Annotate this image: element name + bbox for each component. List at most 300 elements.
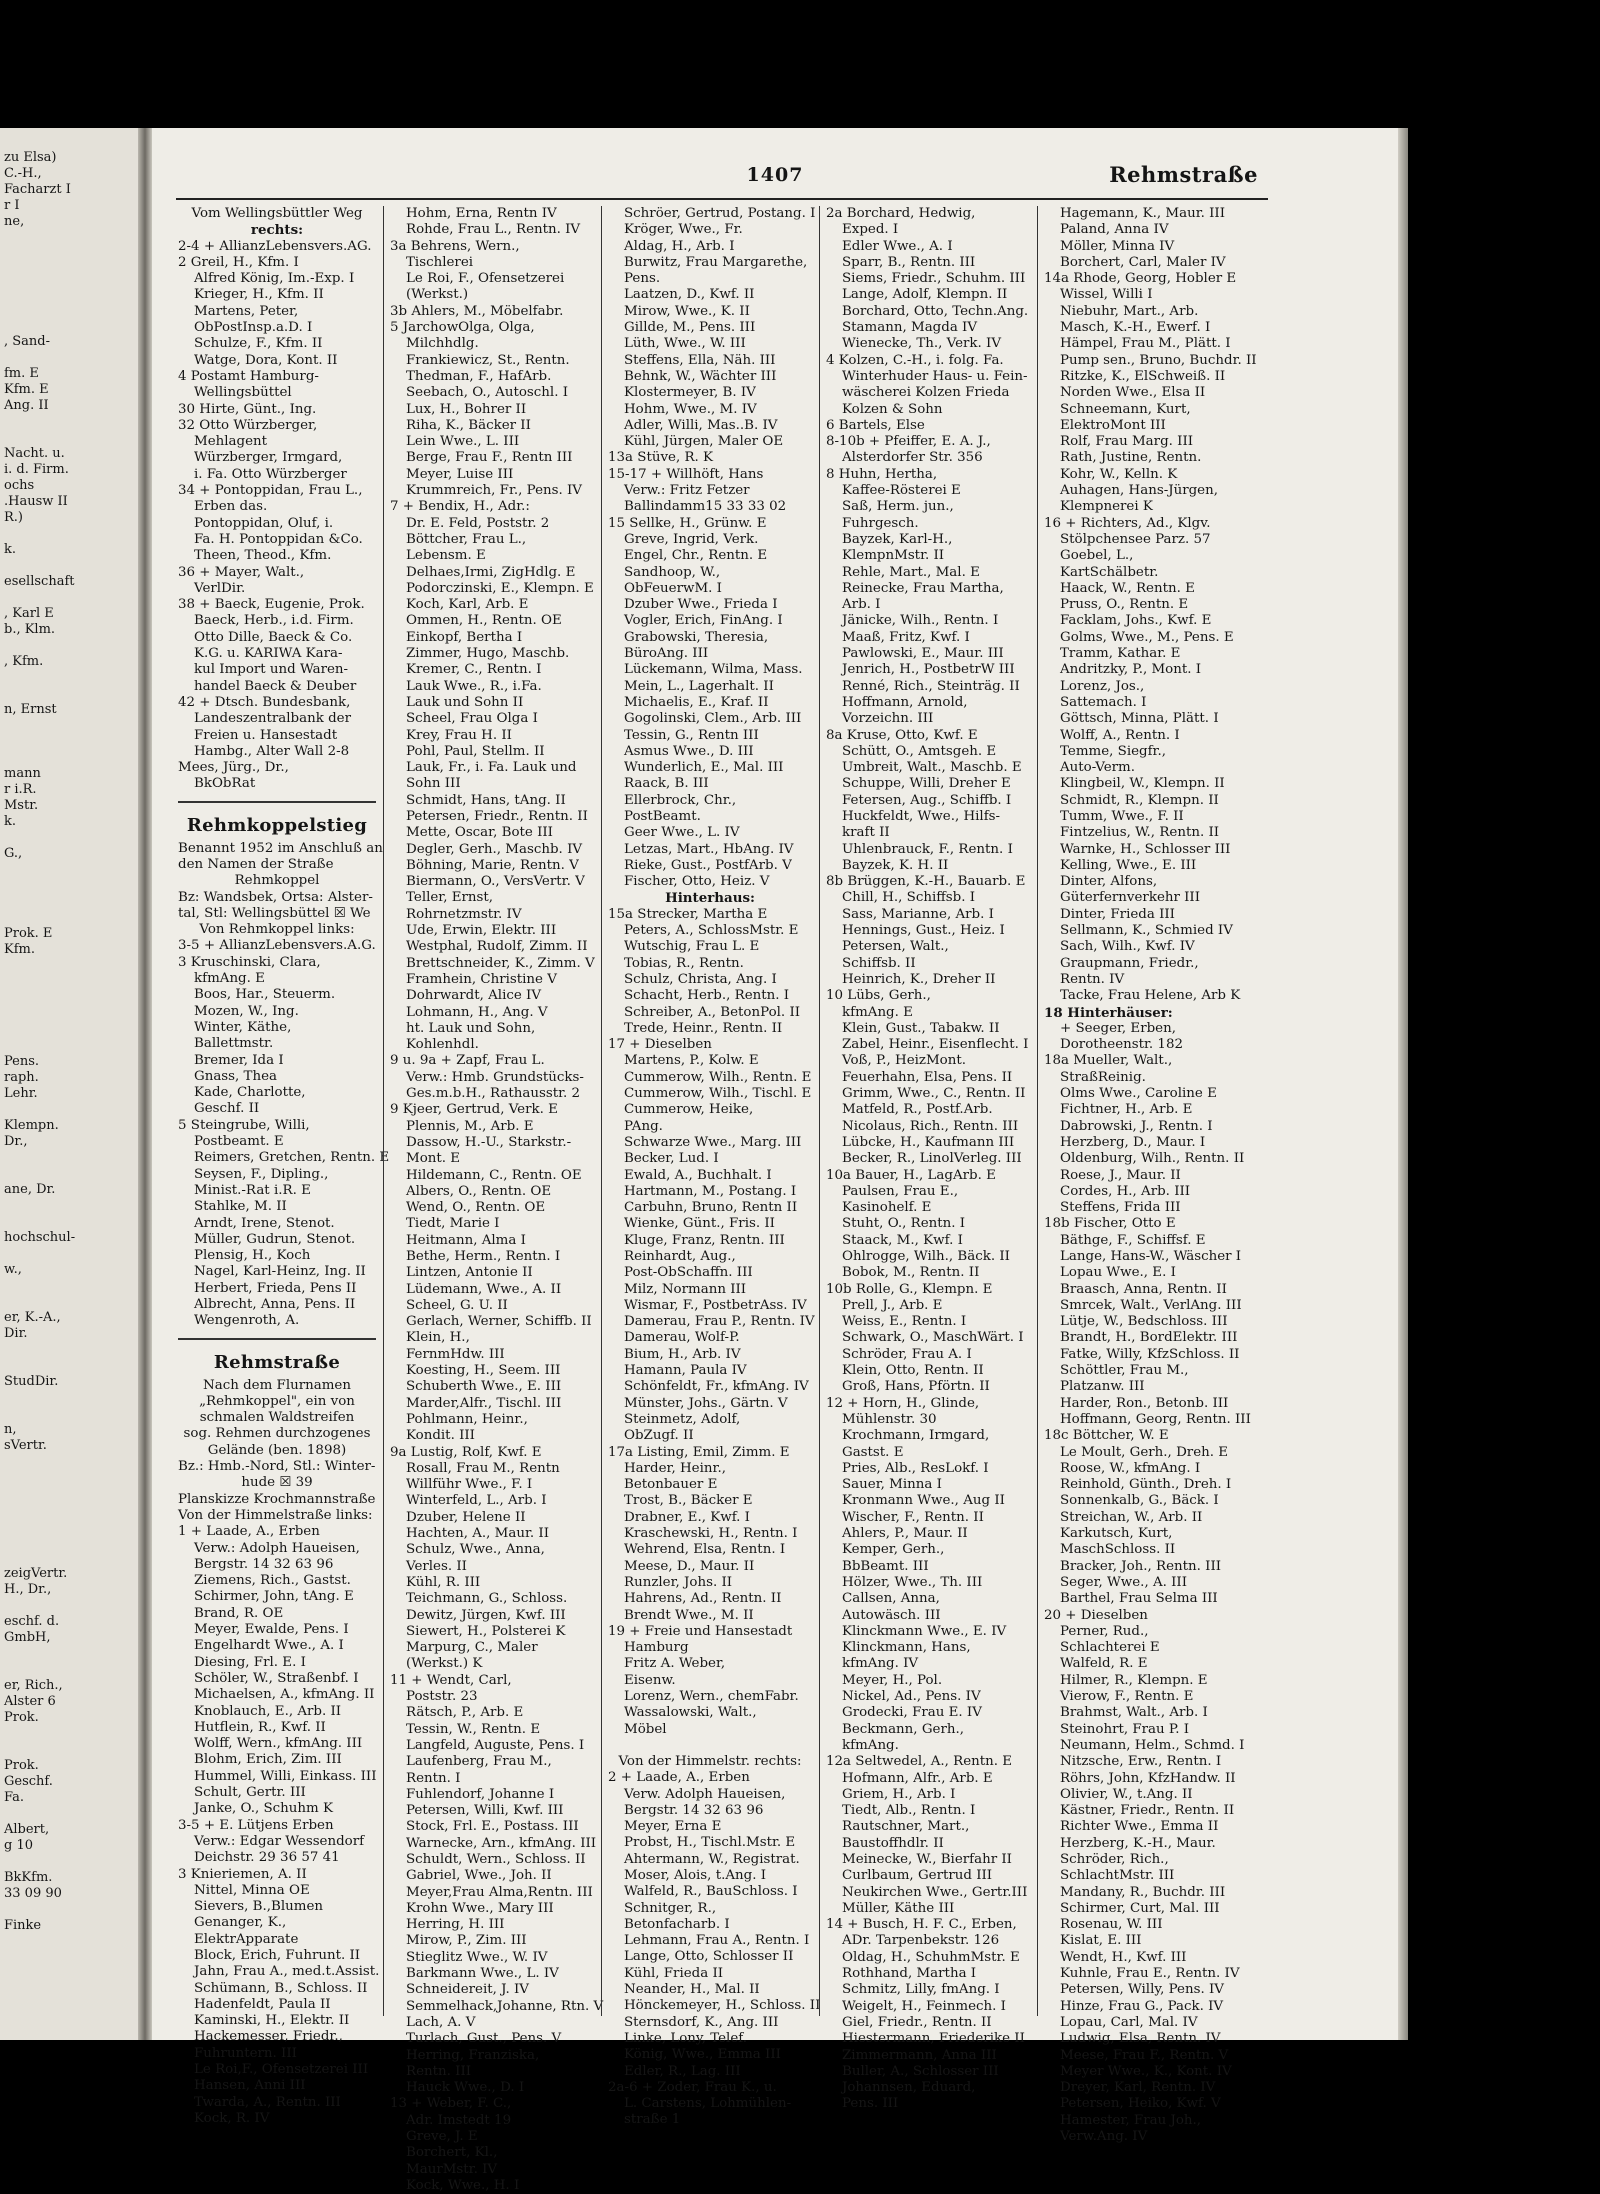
street-heading: Rehmstraße bbox=[213, 1351, 341, 1373]
directory-entry: Landeszentralbank der bbox=[194, 711, 351, 727]
directory-entry: Stieglitz Wwe., W. IV bbox=[406, 1949, 548, 1965]
directory-entry: 30 Hirte, Günt., Ing. bbox=[178, 401, 317, 417]
directory-entry: Hoffmann, Arnold, bbox=[842, 694, 968, 710]
directory-entry: Müller, Gudrun, Stenot. bbox=[194, 1231, 356, 1247]
facing-page-text: Mstr. bbox=[4, 798, 39, 813]
facing-page-text: hochschul- bbox=[4, 1230, 76, 1245]
directory-entry: Grimm, Wwe., C., Rentn. II bbox=[842, 1086, 1026, 1102]
directory-entry: Trede, Heinr., Rentn. II bbox=[624, 1020, 783, 1036]
directory-entry: MaurMstr. IV bbox=[406, 2161, 498, 2177]
directory-entry: Golms, Wwe., M., Pens. E bbox=[1060, 629, 1234, 645]
directory-entry: Wunderlich, E., Mal. III bbox=[624, 760, 784, 776]
directory-entry: Roese, J., Maur. II bbox=[1060, 1167, 1181, 1183]
directory-entry: Genanger, K., bbox=[194, 1915, 287, 1931]
directory-entry: Siems, Friedr., Schuhm. III bbox=[842, 271, 1026, 287]
directory-entry: Kästner, Friedr., Rentn. II bbox=[1060, 1803, 1235, 1819]
directory-entry: Einkopf, Bertha I bbox=[406, 629, 523, 645]
directory-entry: Schuberth Wwe., E. III bbox=[406, 1379, 562, 1395]
directory-entry: 18b Fischer, Otto E bbox=[1044, 1216, 1176, 1232]
directory-entry: Hackemesser, Friedr., bbox=[194, 2029, 343, 2045]
directory-entry: Letzas, Mart., HbAng. IV bbox=[624, 841, 794, 857]
directory-entry: Müller, Käthe III bbox=[842, 1900, 955, 1916]
directory-entry: 32 Otto Würzberger, bbox=[178, 417, 318, 433]
directory-entry: Wienecke, Th., Verk. IV bbox=[842, 336, 1002, 352]
directory-entry: Meyer, Ewalde, Pens. I bbox=[194, 1622, 349, 1638]
directory-entry: Ahtermann, W., Registrat. bbox=[624, 1851, 800, 1867]
directory-entry: Schümann, B., Schloss. II bbox=[194, 1980, 368, 1996]
directory-entry: Michaelis, E., Kraf. II bbox=[624, 694, 769, 710]
directory-entry: Umbreit, Walt., Maschb. E bbox=[842, 760, 1022, 776]
facing-page-text: w., bbox=[4, 1262, 22, 1277]
directory-entry: Rolf, Frau Marg. III bbox=[1060, 434, 1194, 450]
directory-entry: Steffens, Ella, Näh. III bbox=[624, 352, 776, 368]
directory-entry: Lauk, Fr., i. Fa. Lauk und bbox=[406, 760, 577, 776]
directory-entry: 16 + Richters, Ad., Klgv. bbox=[1044, 515, 1211, 531]
directory-entry: PAng. bbox=[624, 1118, 663, 1134]
directory-entry: Sparr, B., Rentn. III bbox=[842, 254, 976, 270]
directory-entry: Andritzky, P., Mont. I bbox=[1060, 662, 1202, 678]
directory-entry: Lückemann, Wilma, Mass. bbox=[624, 662, 803, 678]
directory-entry: 3-5 + AllianzLebensvers.A.G. bbox=[178, 938, 376, 954]
directory-entry: Kondit. III bbox=[406, 1428, 475, 1444]
directory-entry: Sach, Wilh., Kwf. IV bbox=[1060, 939, 1195, 955]
directory-entry: Herzberg, D., Maur. I bbox=[1060, 1134, 1206, 1150]
facing-page-text: esellschaft bbox=[4, 574, 75, 589]
directory-entry: Arndt, Irene, Stenot. bbox=[194, 1215, 335, 1231]
directory-entry: Wolff, Wern., kfmAng. III bbox=[194, 1736, 363, 1752]
directory-entry: Moser, Alois, t.Ang. I bbox=[624, 1867, 766, 1883]
directory-entry: Krey, Frau H. II bbox=[406, 727, 512, 743]
directory-entry: Feuerhahn, Elsa, Pens. II bbox=[842, 1069, 1013, 1085]
facing-page-text: g 10 bbox=[4, 1838, 33, 1853]
facing-page-text: C.-H., bbox=[4, 166, 42, 181]
directory-entry: Burwitz, Frau Margarethe, bbox=[624, 254, 808, 270]
directory-entry: Lüth, Wwe., W. III bbox=[624, 336, 746, 352]
directory-entry: Temme, Siegfr., bbox=[1060, 743, 1166, 759]
section-rule bbox=[178, 801, 376, 809]
facing-page-text: Geschf. bbox=[4, 1774, 53, 1789]
directory-entry: Hohm, Wwe., M. IV bbox=[624, 401, 757, 417]
facing-page-text: StudDir. bbox=[4, 1374, 59, 1389]
directory-entry bbox=[608, 1738, 812, 1754]
directory-entry: Barkmann Wwe., L. IV bbox=[406, 1966, 559, 1982]
section-note: Gelände (ben. 1898) bbox=[207, 1442, 347, 1458]
directory-entry: 14a Rhode, Georg, Hobler E bbox=[1044, 271, 1237, 287]
facing-page-text: sVertr. bbox=[4, 1438, 47, 1453]
directory-entry: Lange, Otto, Schlosser II bbox=[624, 1949, 794, 1965]
directory-entry: Berge, Frau F., Rentn III bbox=[406, 450, 573, 466]
directory-entry: 3b Ahlers, M., Möbelfabr. bbox=[390, 303, 564, 319]
directory-entry: Norden Wwe., Elsa II bbox=[1060, 385, 1206, 401]
directory-entry: 9 Kjeer, Gertrud, Verk. E bbox=[390, 1102, 558, 1118]
facing-page-text: i. d. Firm. bbox=[4, 462, 69, 477]
directory-entry: Le Roi,F., Ofensetzerei III bbox=[194, 2062, 369, 2078]
directory-entry: Sonnenkalb, G., Bäck. I bbox=[1060, 1493, 1219, 1509]
directory-entry: Bergstr. 14 32 63 96 bbox=[624, 1802, 764, 1818]
directory-entry: Saß, Herm. jun., bbox=[842, 499, 954, 515]
directory-entry: Kemper, Gerh., bbox=[842, 1542, 945, 1558]
directory-entry: Streichan, W., Arb. II bbox=[1060, 1509, 1203, 1525]
directory-entry: Münster, Johs., Gärtn. V bbox=[624, 1395, 788, 1411]
directory-entry: Schöttler, Frau M., bbox=[1060, 1363, 1189, 1379]
directory-entry: Herzberg, K.-H., Maur. bbox=[1060, 1835, 1216, 1851]
directory-entry: Dassow, H.-U., Starkstr.- bbox=[406, 1134, 572, 1150]
directory-entry: Schneidereit, J. IV bbox=[406, 1982, 529, 1998]
directory-entry: Oldag, H., SchuhmMstr. E bbox=[842, 1949, 1020, 1965]
directory-entry: Bobok, M., Rentn. II bbox=[842, 1265, 980, 1281]
directory-entry: 7 + Bendix, H., Adr.: bbox=[390, 499, 530, 515]
directory-entry: Kislat, E. III bbox=[1060, 1933, 1142, 1949]
directory-entry: Griem, H., Arb. I bbox=[842, 1786, 956, 1802]
directory-entry: Schulz, Wwe., Anna, bbox=[406, 1542, 545, 1558]
directory-entry: Bium, H., Arb. IV bbox=[624, 1346, 741, 1362]
directory-entry: Kronmann Wwe., Aug II bbox=[842, 1493, 1005, 1509]
directory-entry: Fuhruntern. III bbox=[194, 2045, 297, 2061]
directory-entry: Hofmann, Alfr., Arb. E bbox=[842, 1770, 993, 1786]
directory-entry: Matfeld, R., Postf.Arb. bbox=[842, 1102, 993, 1118]
directory-entry: Peters, A., SchlossMstr. E bbox=[624, 923, 799, 939]
directory-entry: ElektroMont III bbox=[1060, 417, 1166, 433]
directory-entry: 34 + Pontoppidan, Frau L., bbox=[178, 483, 363, 499]
facing-page-text: Finke bbox=[4, 1918, 42, 1933]
directory-entry: Wischer, F., Rentn. II bbox=[842, 1509, 984, 1525]
directory-entry: Fischer, Otto, Heiz. V bbox=[624, 874, 770, 890]
directory-entry: Lintzen, Antonie II bbox=[406, 1265, 533, 1281]
directory-entry: Weiss, E., Rentn. I bbox=[842, 1314, 967, 1330]
directory-entry: Rautschner, Mart., bbox=[842, 1819, 970, 1835]
directory-entry: Schirmer, John, tAng. E bbox=[194, 1589, 354, 1605]
directory-entry: Schirmer, Curt, Mal. III bbox=[1060, 1900, 1220, 1916]
directory-entry: Hiestermann, Friederike II bbox=[842, 2031, 1025, 2047]
directory-entry: Blohm, Erich, Zim. III bbox=[194, 1752, 342, 1768]
directory-entry: Fuhlendorf, Johanne I bbox=[406, 1786, 555, 1802]
directory-entry: Lohmann, H., Ang. V bbox=[406, 1004, 548, 1020]
directory-entry: Lehmann, Frau A., Rentn. I bbox=[624, 1933, 810, 1949]
directory-entry: Tessin, G., Rentn III bbox=[624, 727, 759, 743]
facing-page-text: Klempn. bbox=[4, 1118, 59, 1133]
directory-entry: Laatzen, D., Kwf. II bbox=[624, 287, 755, 303]
directory-entry: Scheel, G. U. II bbox=[406, 1297, 508, 1313]
directory-entry: 42 + Dtsch. Bundesbank, bbox=[178, 694, 351, 710]
directory-entry: Stölpchensee Parz. 57 bbox=[1060, 531, 1211, 547]
directory-entry: Seysen, F., Dipling., bbox=[194, 1166, 329, 1182]
directory-entry: Autowäsch. III bbox=[842, 1607, 941, 1623]
directory-entry: 10 Lübs, Gerh., bbox=[826, 988, 931, 1004]
directory-entry: kfmAng. E bbox=[194, 971, 265, 987]
directory-entry: Steffens, Frida III bbox=[1060, 1200, 1181, 1216]
directory-entry: Plennis, M., Arb. E bbox=[406, 1118, 534, 1134]
directory-entry: Schmitz, Lilly, fmAng. I bbox=[842, 1982, 1000, 1998]
directory-entry: Mein, L., Lagerhalt. II bbox=[624, 678, 774, 694]
directory-entry: Albrecht, Anna, Pens. II bbox=[194, 1297, 356, 1312]
column-5 bbox=[1044, 206, 1257, 2145]
directory-entry: 19 + Freie und Hansestadt bbox=[608, 1623, 793, 1639]
directory-entry: Ballindamm15 33 33 02 bbox=[624, 499, 787, 515]
facing-page-text: Fa. bbox=[4, 1790, 25, 1805]
directory-entry: 3 Kruschinski, Clara, bbox=[178, 954, 321, 970]
directory-entry: Mozen, W., Ing. bbox=[194, 1003, 299, 1019]
directory-entry: Bremer, Ida I bbox=[194, 1052, 284, 1068]
directory-entry: Brettschneider, K., Zimm. V bbox=[406, 955, 595, 971]
directory-entry: Graupmann, Friedr., bbox=[1060, 955, 1199, 971]
facing-page-text: Alster 6 bbox=[4, 1694, 56, 1709]
directory-entry: 6 Bartels, Else bbox=[826, 417, 925, 433]
facing-page-text: n, Ernst bbox=[4, 702, 57, 717]
directory-entry: Marder,Alfr., Tischl. III bbox=[406, 1395, 562, 1411]
directory-entry: Röhrs, John, KfzHandw. II bbox=[1060, 1770, 1236, 1786]
section-note: rechts: bbox=[250, 222, 304, 239]
directory-entry: Krieger, H., Kfm. II bbox=[194, 287, 324, 303]
directory-entry: Tessin, W., Rentn. E bbox=[406, 1721, 541, 1737]
facing-page-text: Prok. E bbox=[4, 926, 53, 941]
directory-entry: Giel, Friedr., Rentn. II bbox=[842, 2014, 992, 2030]
directory-entry: Stuht, O., Rentn. I bbox=[842, 1216, 966, 1232]
column-divider bbox=[1037, 206, 1038, 2016]
directory-entry: Sass, Marianne, Arb. I bbox=[842, 906, 994, 922]
directory-entry: Teller, Ernst, bbox=[406, 890, 494, 906]
directory-entry: Wendt, H., Kwf. III bbox=[1060, 1949, 1187, 1965]
section-note: Rehmkoppel bbox=[234, 873, 320, 889]
directory-entry: Alfred König, Im.-Exp. I bbox=[194, 271, 355, 287]
directory-entry: 18 Hinterhäuser: bbox=[1044, 1004, 1173, 1021]
directory-entry: Block, Erich, Fuhrunt. II bbox=[194, 1947, 361, 1963]
directory-entry: Zimmer, Hugo, Maschb. bbox=[406, 646, 570, 662]
directory-entry: Pries, Alb., ResLokf. I bbox=[842, 1460, 989, 1476]
directory-entry: Kaminski, H., Elektr. II bbox=[194, 2013, 350, 2029]
directory-entry: Martens, P., Kolw. E bbox=[624, 1053, 759, 1069]
directory-entry: Schlachterei E bbox=[1060, 1640, 1160, 1656]
header-rule bbox=[176, 198, 1268, 200]
directory-entry: Hambg., Alter Wall 2-8 bbox=[194, 743, 350, 759]
facing-page-text: Facharzt I bbox=[4, 182, 71, 197]
directory-entry: Thedman, F., HafArb. bbox=[406, 368, 552, 384]
directory-entry: Freien u. Hansestadt bbox=[194, 727, 338, 743]
directory-entry: Jenrich, H., PostbetrW III bbox=[842, 662, 1015, 678]
directory-entry: 18c Böttcher, W. E bbox=[1044, 1428, 1169, 1444]
directory-entry: Kühl, R. III bbox=[406, 1574, 481, 1590]
directory-entry: Meyer, H., Pol. bbox=[842, 1672, 943, 1688]
directory-entry: Heinrich, K., Dreher II bbox=[842, 971, 996, 987]
directory-entry: Cummerow, Wilh., Rentn. E bbox=[624, 1069, 812, 1085]
directory-entry: KartSchälbetr. bbox=[1060, 564, 1159, 580]
directory-entry: Minist.-Rat i.R. E bbox=[194, 1182, 311, 1198]
directory-entry: Beckmann, Gerh., bbox=[842, 1721, 964, 1737]
directory-entry: Mirow, Wwe., K. II bbox=[624, 303, 750, 319]
directory-entry: Maaß, Fritz, Kwf. I bbox=[842, 629, 970, 645]
directory-entry: 14 + Busch, H. F. C., Erben, bbox=[826, 1917, 1017, 1933]
directory-entry: Sternsdorf, K., Ang. III bbox=[624, 2014, 779, 2030]
directory-entry: Mont. E bbox=[406, 1151, 461, 1167]
directory-entry: Dinter, Frieda III bbox=[1060, 906, 1175, 922]
directory-entry: Raack, B. III bbox=[624, 776, 709, 792]
directory-entry: Riha, K., Bäcker II bbox=[406, 417, 531, 433]
directory-entry: Koesting, H., Seem. III bbox=[406, 1363, 561, 1379]
directory-entry: Rath, Justine, Rentn. bbox=[1060, 450, 1202, 466]
directory-entry: Böttcher, Frau L., bbox=[406, 531, 527, 547]
directory-entry: Semmelhack,Johanne, Rtn. V bbox=[406, 1998, 604, 2014]
directory-entry: Brand, R. OE bbox=[194, 1605, 284, 1621]
directory-entry: Krochmann, Irmgard, bbox=[842, 1428, 990, 1444]
directory-entry: Möbel bbox=[624, 1721, 667, 1737]
directory-entry: Möller, Minna IV bbox=[1060, 238, 1175, 254]
section-note: Von Rehmkoppel links: bbox=[199, 922, 355, 938]
directory-entry: Seger, Wwe., A. III bbox=[1060, 1574, 1188, 1590]
directory-entry: Klein, Otto, Rentn. II bbox=[842, 1363, 984, 1379]
facing-page-text: mann bbox=[4, 766, 41, 781]
directory-entry: Rosall, Frau M., Rentn bbox=[406, 1460, 560, 1476]
directory-entry: Harder, Heinr., bbox=[624, 1460, 726, 1476]
directory-entry: Schröder, Frau A. I bbox=[842, 1346, 972, 1362]
directory-entry: Post-ObSchaffn. III bbox=[624, 1265, 753, 1281]
facing-page-fragment bbox=[0, 128, 138, 2040]
directory-entry: Schütt, O., Amtsgeh. E bbox=[842, 743, 997, 759]
directory-entry: Delhaes,Irmi, ZigHdlg. E bbox=[406, 564, 576, 580]
facing-page-text: , Sand- bbox=[4, 334, 51, 349]
directory-entry: ElektrApparate bbox=[194, 1931, 299, 1947]
directory-entry: Turlach, Gust., Pens. V bbox=[406, 2031, 562, 2047]
directory-entry: Brendt Wwe., M. II bbox=[624, 1607, 754, 1623]
directory-entry: Dzuber, Helene II bbox=[406, 1509, 526, 1525]
directory-entry: Willführ Wwe., F. I bbox=[406, 1477, 533, 1493]
column-divider bbox=[601, 206, 602, 2016]
directory-entry: BkObRat bbox=[194, 776, 256, 792]
directory-entry: 13 + Weber, F. C., bbox=[390, 2096, 512, 2112]
directory-entry: Engel, Chr., Rentn. E bbox=[624, 548, 768, 564]
directory-entry: Paulsen, Frau E., bbox=[842, 1183, 959, 1199]
directory-entry: Johannsen, Eduard, bbox=[842, 2080, 976, 2096]
directory-entry: FernmHdw. III bbox=[406, 1346, 505, 1362]
directory-entry: ht. Lauk und Sohn, bbox=[406, 1020, 536, 1036]
directory-entry: Tumm, Wwe., F. II bbox=[1060, 808, 1184, 824]
directory-entry: Schacht, Herb., Rentn. I bbox=[624, 988, 790, 1004]
directory-entry: kraft II bbox=[842, 825, 890, 841]
facing-page-text: Albert, bbox=[4, 1822, 50, 1837]
directory-entry: ObZugf. II bbox=[624, 1428, 694, 1444]
directory-entry: ObFeuerwM. I bbox=[624, 580, 722, 596]
directory-entry: (Werkst.) K bbox=[406, 1656, 483, 1672]
directory-entry: KlempnMstr. II bbox=[842, 548, 945, 564]
directory-entry: Eisenw. bbox=[624, 1672, 676, 1688]
directory-entry: Meyer,Frau Alma,Rentn. III bbox=[406, 1884, 593, 1900]
directory-entry: Verw.Ang. IV bbox=[1060, 2129, 1148, 2145]
directory-entry: Petersen, Heiko, Kwf. V bbox=[1060, 2096, 1221, 2112]
directory-entry: Güterfernverkehr III bbox=[1060, 890, 1201, 906]
directory-entry: Benannt 1952 im Anschluß an bbox=[178, 840, 383, 856]
directory-entry: Kluge, Franz, Rentn. III bbox=[624, 1232, 785, 1248]
facing-page-text: Ang. II bbox=[4, 398, 49, 413]
directory-entry: 15a Strecker, Martha E bbox=[608, 906, 768, 922]
directory-entry: Dzuber Wwe., Frieda I bbox=[624, 597, 778, 613]
directory-entry: Göttsch, Minna, Plätt. I bbox=[1060, 711, 1219, 727]
directory-entry: 17a Listing, Emil, Zimm. E bbox=[608, 1444, 790, 1460]
directory-entry: Schulz, Christa, Ang. I bbox=[624, 971, 777, 987]
directory-entry: Verw.: Hmb. Grundstücks- bbox=[406, 1069, 584, 1085]
directory-entry: Carbuhn, Bruno, Rentn II bbox=[624, 1200, 798, 1216]
directory-entry: Petersen, Friedr., Rentn. II bbox=[406, 808, 588, 824]
directory-entry: Warnke, H., Schlosser III bbox=[1060, 841, 1231, 857]
directory-entry: Smrcek, Walt., VerlAng. III bbox=[1060, 1297, 1242, 1313]
directory-entry: Buller, A., Schlosser III bbox=[842, 2063, 999, 2079]
directory-entry: Kremer, C., Rentn. I bbox=[406, 662, 542, 678]
directory-entry: Otto Dille, Baeck & Co. bbox=[194, 629, 353, 645]
directory-entry: Bayzek, K. H. II bbox=[842, 857, 949, 873]
directory-entry: 10b Rolle, G., Klempn. E bbox=[826, 1281, 993, 1297]
directory-entry: Fa. H. Pontoppidan &Co. bbox=[194, 531, 363, 547]
directory-entry: 9a Lustig, Rolf, Kwf. E bbox=[390, 1444, 542, 1460]
directory-entry: Biermann, O., VersVertr. V bbox=[406, 874, 585, 890]
directory-entry: 4 Kolzen, C.-H., i. folg. Fa. bbox=[826, 352, 1004, 368]
facing-page-text: ne, bbox=[4, 214, 25, 229]
directory-entry: Langfeld, Auguste, Pens. I bbox=[406, 1737, 585, 1753]
directory-page bbox=[152, 128, 1398, 2193]
directory-entry: Hauck Wwe., D. I bbox=[406, 2080, 525, 2096]
directory-entry: Verw. Adolph Haueisen, bbox=[624, 1786, 786, 1802]
directory-entry: Kraschewski, H., Rentn. I bbox=[624, 1526, 798, 1542]
directory-entry: Mandany, R., Buchdr. III bbox=[1060, 1884, 1226, 1900]
directory-entry: Meinecke, W., Bierfahr II bbox=[842, 1851, 1012, 1867]
directory-entry: Ges.m.b.H., Rathausstr. 2 bbox=[406, 1086, 581, 1102]
directory-entry: Lux, H., Bohrer II bbox=[406, 401, 527, 417]
directory-entry: Reinecke, Frau Martha, bbox=[842, 580, 1004, 596]
directory-entry: tal, Stl: Wellingsbüttel ☒ We bbox=[178, 905, 371, 921]
directory-entry: Hennings, Gust., Heiz. I bbox=[842, 923, 1005, 939]
directory-entry: Vierow, F., Rentn. E bbox=[1060, 1689, 1194, 1705]
directory-entry: Lüdemann, Wwe., A. II bbox=[406, 1281, 562, 1297]
directory-entry: Wismar, F., PostbetrAss. IV bbox=[624, 1297, 807, 1313]
directory-entry: Ewald, A., Buchhalt. I bbox=[624, 1167, 772, 1183]
directory-entry: Planskizze Krochmannstraße bbox=[178, 1491, 376, 1507]
directory-entry: Steinohrt, Frau P. I bbox=[1060, 1721, 1190, 1737]
directory-entry: Seebach, O., Autoschl. I bbox=[406, 385, 568, 401]
directory-entry: Edler Wwe., A. I bbox=[842, 238, 953, 254]
directory-entry: Ziemens, Rich., Gastst. bbox=[194, 1573, 351, 1589]
directory-entry: Mühlenstr. 30 bbox=[842, 1411, 937, 1427]
directory-entry: Arb. I bbox=[842, 597, 881, 613]
directory-entry: 2 + Laade, A., Erben bbox=[608, 1770, 750, 1786]
directory-entry: Trost, B., Bäcker E bbox=[624, 1493, 753, 1509]
directory-entry: kfmAng. E bbox=[842, 1004, 913, 1020]
column-3 bbox=[608, 206, 821, 2128]
directory-entry: Pens. III bbox=[842, 2096, 899, 2112]
directory-entry: BbBeamt. III bbox=[842, 1558, 929, 1574]
directory-entry: Schiffsb. II bbox=[842, 955, 916, 971]
directory-entry: Marpurg, C., Maler bbox=[406, 1640, 538, 1656]
directory-entry: Rohrnetzmstr. IV bbox=[406, 906, 522, 922]
directory-entry: Jänicke, Wilh., Rentn. I bbox=[842, 613, 999, 629]
directory-entry: Sievers, B.,Blumen bbox=[194, 1899, 324, 1915]
directory-entry: Cordes, H., Arb. III bbox=[1060, 1183, 1191, 1199]
directory-entry: Linke, Lony, Telef. bbox=[624, 2030, 747, 2046]
directory-entry: Neukirchen Wwe., Gertr.III bbox=[842, 1884, 1028, 1900]
directory-entry: Albers, O., Rentn. OE bbox=[406, 1183, 552, 1199]
directory-entry: Hahrens, Ad., Rentn. II bbox=[624, 1591, 782, 1607]
directory-entry: 17 + Dieselben bbox=[608, 1037, 712, 1053]
directory-entry: Bäthge, F., Schiffsf. E bbox=[1060, 1232, 1206, 1248]
directory-entry: SchlachtMstr. III bbox=[1060, 1868, 1175, 1884]
directory-entry: Mees, Jürg., Dr., bbox=[178, 760, 289, 776]
directory-entry: 8-10b + Pfeiffer, E. A. J., bbox=[826, 434, 991, 450]
directory-entry: Klinckmann, Hans, bbox=[842, 1640, 971, 1656]
directory-entry: Olivier, W., t.Ang. II bbox=[1060, 1786, 1193, 1802]
directory-entry: Hildemann, C., Rentn. OE bbox=[406, 1167, 582, 1183]
directory-entry: Hutflein, R., Kwf. II bbox=[194, 1719, 326, 1735]
directory-entry: Reinhardt, Aug., bbox=[624, 1249, 736, 1264]
directory-entry: Schuppe, Willi, Dreher E bbox=[842, 776, 1011, 792]
directory-entry: Gastst. E bbox=[842, 1444, 904, 1460]
directory-entry: 2-4 + AllianzLebensvers.AG. bbox=[178, 238, 372, 254]
directory-entry: Meese, Frau F., Rentn. V bbox=[1060, 2047, 1229, 2063]
directory-entry: Hamester, Frau Joh., bbox=[1060, 2112, 1202, 2128]
